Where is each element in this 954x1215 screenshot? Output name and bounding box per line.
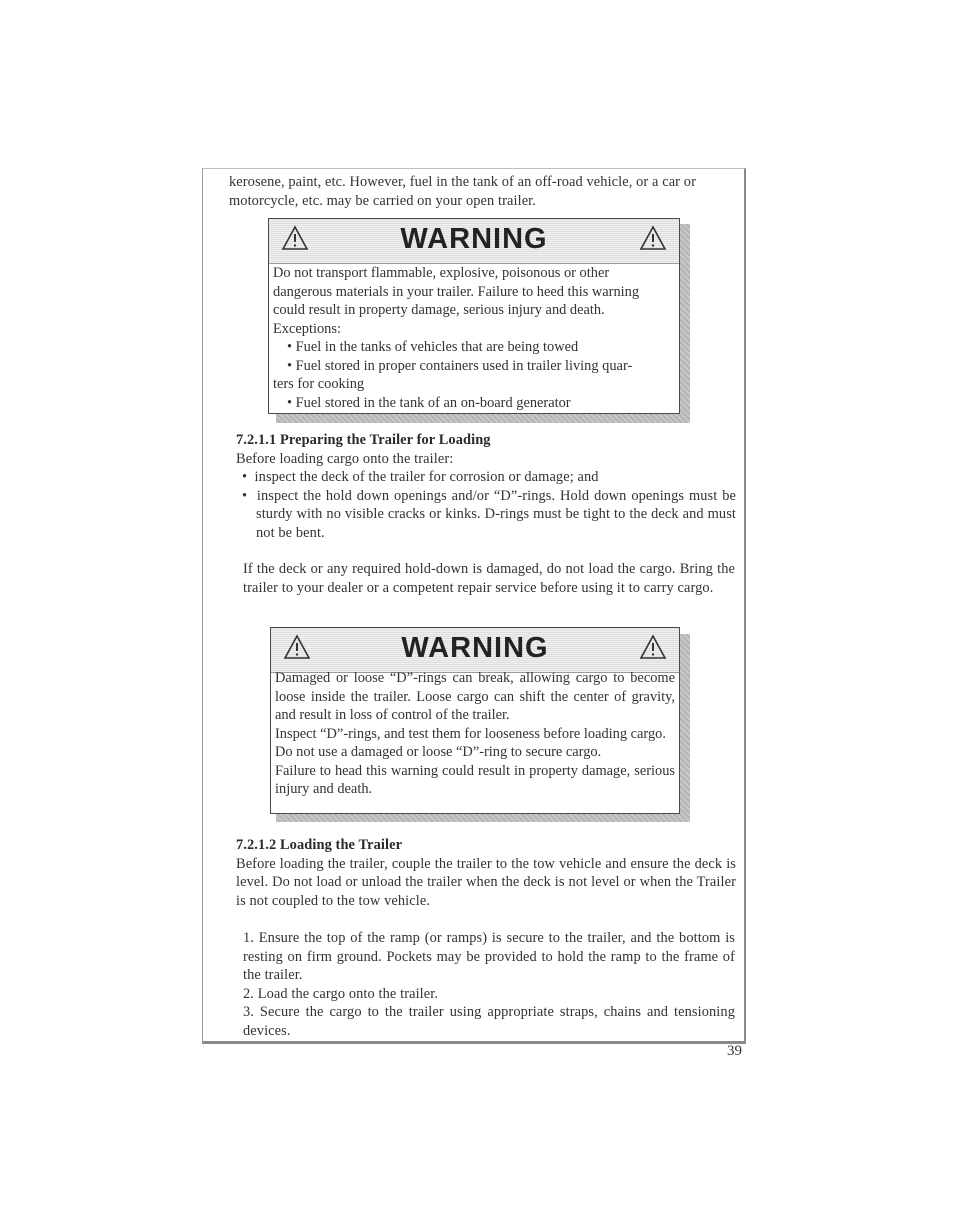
warning-2-header (271, 628, 679, 673)
warning-1-exceptions-label: Exceptions: (273, 320, 341, 337)
step-item: 2. Load the cargo onto the trailer. (243, 985, 439, 1002)
warning-triangle-icon (639, 225, 667, 251)
warning-1-line: dangerous materials in your trailer. Failure to heed this warning (273, 283, 640, 300)
section-heading: 7.2.1.1 Preparing the Trailer for Loading (236, 432, 491, 448)
warning-1-header (269, 219, 679, 264)
warning-2-paragraph: Inspect “D”-rings, and test them for looseness before loading cargo. (275, 725, 666, 742)
section-1-paragraph: If the deck or any required hold-down is damaged, do not load the cargo. Bring the trailer to your dealer or a competent repair service before using it to carry cargo. (243, 561, 735, 596)
warning-1-body (273, 264, 675, 412)
warning-1-line: could result in property damage, serious injury and death. (273, 302, 605, 318)
warning-1-exception-continuation: ters for cooking (273, 376, 365, 392)
step-item: 3. Secure the cargo to the trailer using appropriate straps, chains and tensioning devices. (243, 1004, 735, 1039)
section-1-intro: Before loading cargo onto the trailer: (236, 450, 454, 467)
intro-text (229, 173, 729, 210)
warning-2-body (275, 669, 675, 799)
warning-2-paragraph: Damaged or loose “D”-rings can break, allowing cargo to become loose inside the trailer. Loose cargo can shift the center of gravity, and result in loss of control of the trailer. (275, 670, 675, 723)
warning-2-title: WARNING (401, 632, 549, 664)
section-2-paragraph: Before loading the trailer, couple the trailer to the tow vehicle and ensure the deck is level. Do not load or unload the trailer when the deck is not level or when the Trailer is not coupled to the tow vehicle. (236, 855, 736, 909)
warning-2-box (270, 627, 680, 814)
warning-triangle-icon (639, 634, 667, 660)
list-item: • inspect the deck of the trailer for corrosion or damage; and (242, 469, 599, 485)
section-2 (236, 836, 736, 910)
warning-1-exception-item: • Fuel in the tanks of vehicles that are being towed (287, 339, 579, 355)
warning-2-paragraph: Failure to head this warning could result in property damage, serious injury and death. (275, 762, 675, 797)
section-heading: 7.2.1.2 Loading the Trailer (236, 837, 403, 853)
warning-1-line: Do not transport flammable, explosive, poisonous or other (273, 265, 610, 281)
warning-1-exception-item: • Fuel stored in the tank of an on-board generator (287, 394, 571, 411)
intro-line-2: motorcycle, etc. may be carried on your open trailer. (229, 192, 536, 209)
warning-1-title: WARNING (400, 223, 548, 255)
page-number: 39 (727, 1043, 742, 1059)
section-1 (236, 431, 736, 542)
list-item: • inspect the hold down openings and/or “D”-rings. Hold down openings must be sturdy with no visible cracks or kinks. D-rings must be tight to the deck and must not be bent. (242, 487, 736, 541)
warning-2-paragraph: Do not use a damaged or loose “D”-ring to secure cargo. (275, 744, 602, 760)
warning-1-box (268, 218, 680, 414)
section-2-steps (243, 929, 735, 1040)
warning-1-exception-item: • Fuel stored in proper containers used in trailer living quar- (287, 357, 633, 374)
intro-line-1: kerosene, paint, etc. However, fuel in the tank of an off-road vehicle, or a car or (229, 174, 696, 190)
step-item: 1. Ensure the top of the ramp (or ramps) is secure to the trailer, and the bottom is resting on firm ground. Pockets may be provided to hold the ramp to the frame of the trailer. (243, 930, 735, 983)
